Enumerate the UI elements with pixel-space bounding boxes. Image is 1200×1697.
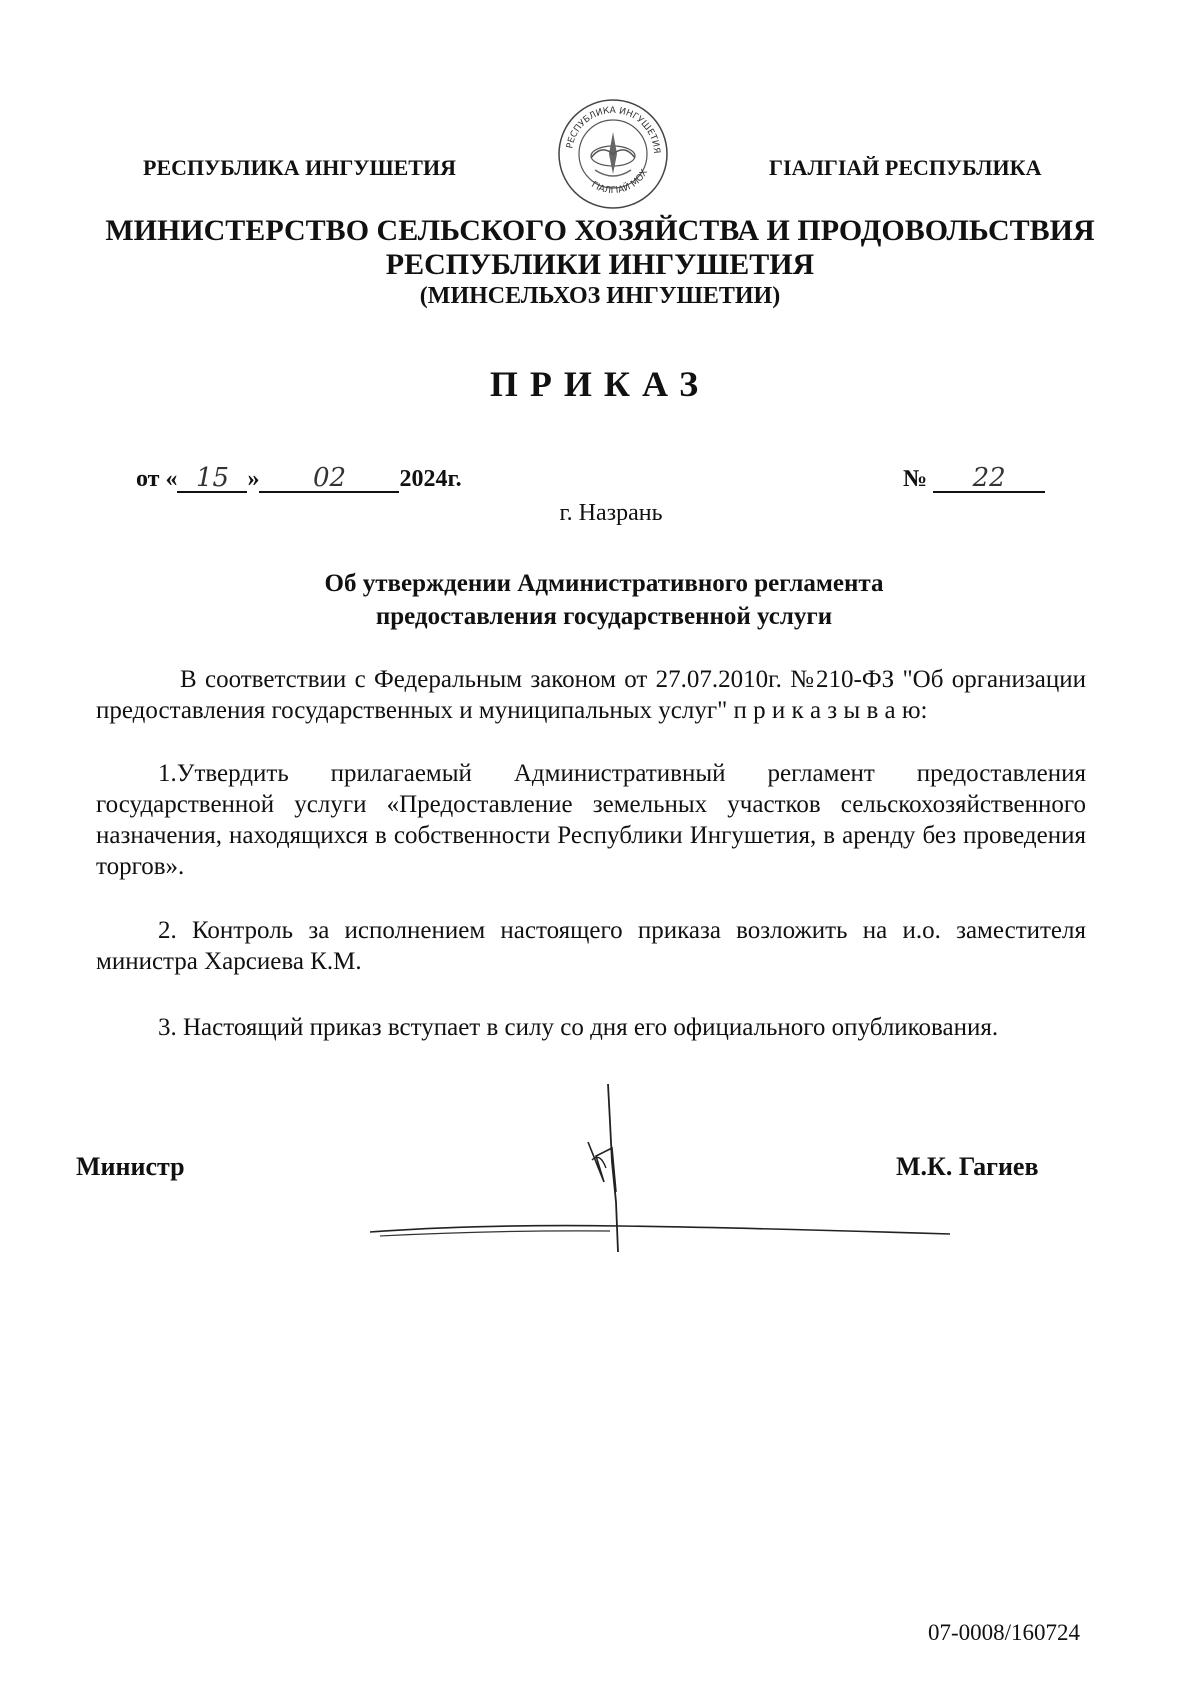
- ministry-short-name: (МИНСЕЛЬХОЗ ИНГУШЕТИИ): [419, 283, 781, 309]
- emblem-text-bottom: ГIАЛГIАЙ МОХ: [589, 167, 650, 197]
- signatory-name: М.К. Гагиев: [896, 1152, 1039, 1181]
- number-value: 22: [933, 465, 1045, 493]
- handwritten-signature: [360, 1082, 960, 1262]
- coat-of-arms-icon: [555, 96, 670, 211]
- date-year: 2024г.: [399, 466, 462, 492]
- body-paragraph-3: 3. Настоящий приказ вступает в силу со дня его официального опубликования.: [158, 1014, 999, 1041]
- body-paragraph-2: 2. Контроль за исполнением настоящего приказа возложить на и.о. заместителя министра Харсиева К.М.: [96, 917, 1086, 975]
- order-date: [136, 465, 462, 493]
- date-day: 15: [177, 465, 247, 493]
- header-republic-ru: РЕСПУБЛИКА ИНГУШЕТИЯ: [143, 155, 456, 180]
- document-registration-number: 07-0008/160724: [928, 1620, 1081, 1645]
- city: г. Назрань: [559, 500, 663, 526]
- date-month: 02: [259, 465, 399, 493]
- date-prefix: от «: [136, 466, 178, 492]
- subject-line1: Об утверждении Административного регламента: [324, 570, 884, 597]
- document-title: ПРИКАЗ: [489, 364, 711, 404]
- ministry-name-line2: РЕСПУБЛИКИ ИНГУШЕТИЯ: [385, 248, 815, 281]
- ministry-name-line1: МИНИСТЕРСТВО СЕЛЬСКОГО ХОЗЯЙСТВА И ПРОДОВОЛЬСТВИЯ: [105, 214, 1095, 247]
- header-republic-inh: ГIАЛГIАЙ РЕСПУБЛИКА: [769, 155, 1042, 180]
- signatory-title: Министр: [76, 1152, 185, 1181]
- body-paragraph-1: 1.Утвердить прилагаемый Административный регламент предоставления государственной услуги «Предоставление земельных участков сельскохозяйственного назначения, находящихся в собственности Республики Ингушетия, в аренду без проведения торгов».: [96, 760, 1086, 880]
- emblem-text-top: РЕСПУБЛИКА ИНГУШЕТИЯ: [565, 105, 662, 155]
- date-mid: »: [247, 466, 260, 492]
- subject-line2: предоставления государственной услуги: [375, 603, 833, 630]
- body-paragraph-preamble: В соответствии с Федеральным законом от 27.07.2010г. №210-ФЗ "Об организации предоставления государственных и муниципальных услуг" п р и к а з ы в а ю:: [96, 666, 1086, 724]
- number-prefix: №: [903, 466, 928, 492]
- order-number: [903, 465, 1045, 493]
